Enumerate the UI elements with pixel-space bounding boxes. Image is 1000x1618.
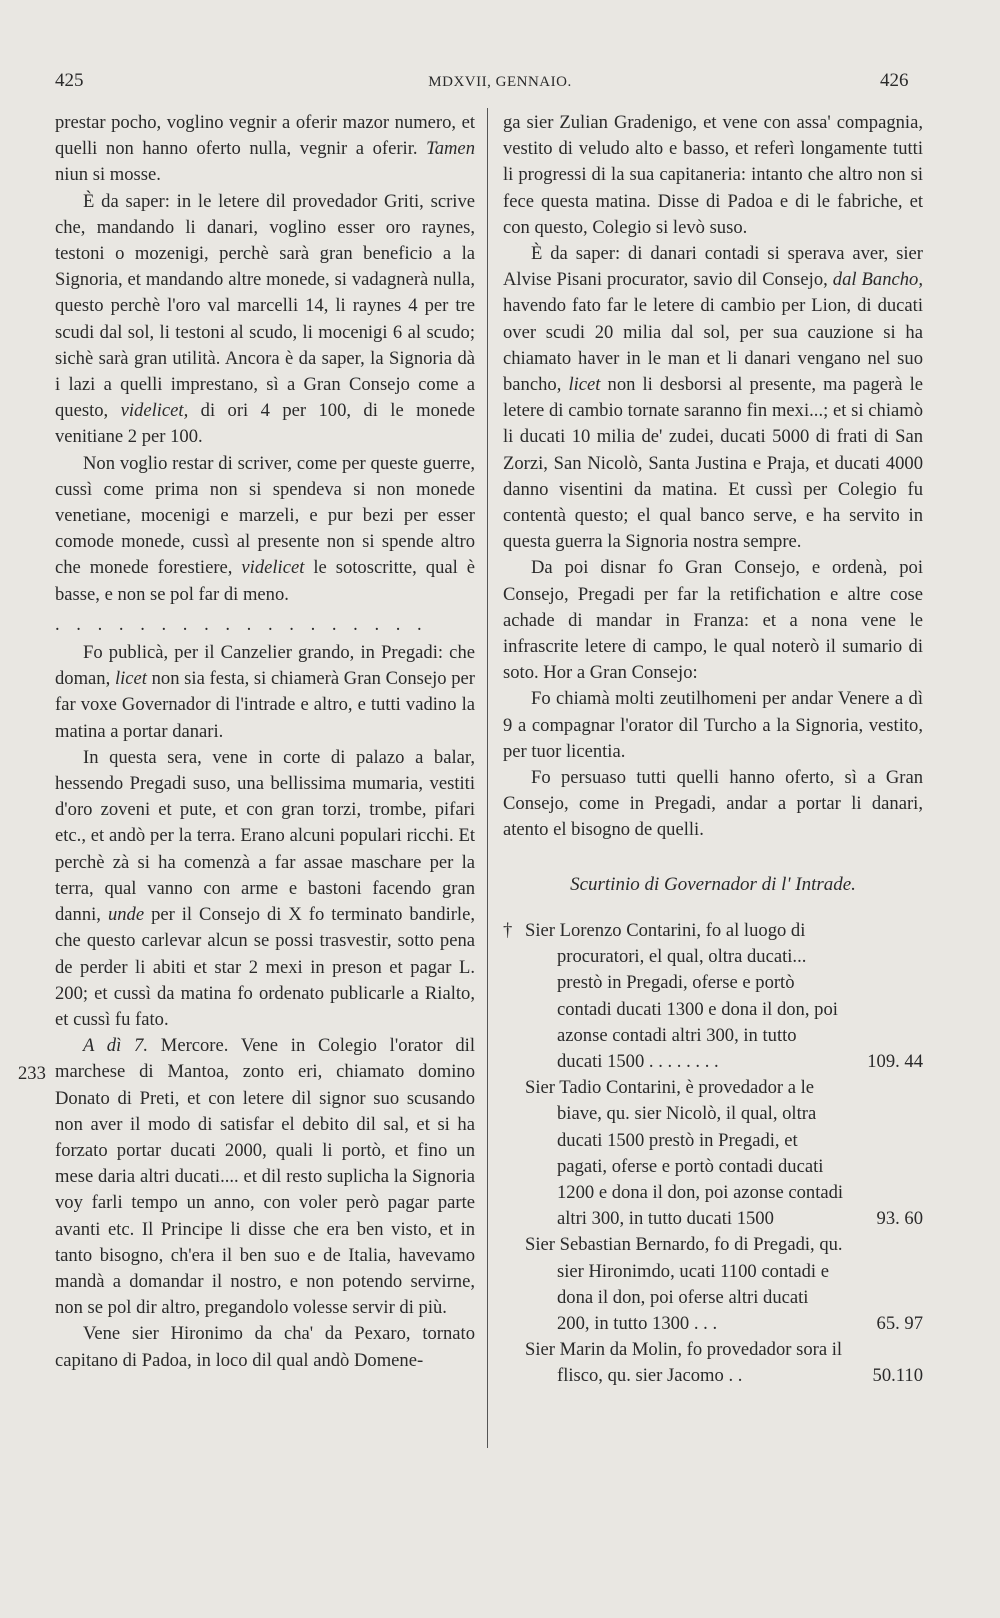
vote-count: 65. 97 [876, 1312, 923, 1334]
elected-cross: † [503, 919, 513, 941]
italic-text: licet [568, 374, 601, 396]
text: Non voglio restar di scriver, come per queste guerre, cussì come prima non si spendeva si non monede venetiane, mocenigi e marzeli, e pur bezi per esser comode monede, cussì al presente non si spende altro che monede forestiere, [55, 452, 475, 579]
paragraph: Fo persuaso tutti quelli hanno oferto, sì a Gran Consejo, come in Pregadi, andar a portar li danari, atento el bisogno de quelli. [503, 767, 923, 841]
paragraph [55, 451, 475, 608]
page-number-left: 425 [55, 70, 84, 91]
right-column [503, 110, 923, 1390]
paragraph [55, 1033, 475, 1321]
italic-text: unde [107, 904, 145, 926]
paragraph: Fo chiamà molti zeutilhomeni per andar Venere a dì 9 a compagnar l'orator dil Turcho a la Signoria, vestito, per tuor licentia. [503, 688, 923, 762]
text: Fo publicà, per il Canzelier grando, in Pregadi: che doman, [55, 642, 475, 690]
entry-text: Sier Marin da Molin, fo provedador sora il flisco, qu. sier Jacomo . . [525, 1339, 843, 1387]
vote-count: 50.110 [872, 1365, 923, 1387]
text: Mercore. Vene in Colegio l'orator dil marchese di Mantoa, zonto eri, chiamato domino Donato di Preti, et con letere dil signor suo scusando non aver il modo di satisfar el debito dil sal, et si ha forzato portar ducati 2000, quali li portò, et fino un mese daria altri ducati.... et dil resto suplicha la Signoria voy farli tempo un anno, con voler però pagar parte avanti etc. Il Principe li disse che era ben visto, et in tanto bisogno, ch'era il ben suo e de Italia, havevamo mandà a domandar il nostro, e non potendo servirne, non se pol dir altro, pregandolo volesse servir di più. [55, 1035, 476, 1319]
text: prestar pocho, voglino vegnir a oferir mazor numero, et quelli non hanno oferto nulla, vegnir a oferir. [55, 112, 475, 160]
paragraph [503, 241, 923, 555]
page-number-right: 426 [880, 70, 909, 91]
paragraph [55, 640, 475, 745]
text: È da saper: di danari contadi si sperava aver, sier Alvise Pisani procurator, savio dil Consejo, [503, 243, 923, 291]
left-column [55, 110, 475, 1374]
paragraph: ga sier Zulian Gradenigo, et vene con assa' compagnia, vestito di veludo alto e basso, et referì longamente tutti li progressi di la sua capitaneria: intanto che altro non si fece questa matina. Disse di Padoa e di le fabriche, et con questo, Colegio si levò suso. [503, 112, 923, 238]
ballot-entry [503, 918, 923, 1075]
text: niun si mosse. [55, 164, 161, 186]
text: In questa sera, vene in corte di palazo a balar, hessendo Pregadi suso, una bellissima mumaria, vestiti d'oro zoveni et pute, et con gran torzi, trombe, pifari etc., et andò per la terra. Erano alcuni populari ricchi. Et perchè zà si ha comenzà a far assae maschare per la terra, qual vanno con arme e bastoni facendo gran danni, [55, 746, 475, 926]
margin-number: 233 [18, 1063, 46, 1084]
text: le sotoscritte, qual è basse, e non se pol far di meno. [55, 557, 475, 605]
entry-text: Sier Tadio Contarini, è provedador a le biave, qu. sier Nicolò, il qual, oltra ducati 1500 prestò in Pregadi, et pagati, oferse e portò contadi ducati 1200 e dona il don, poi azonse contadi altri 300, in tutto ducati 1500 [525, 1077, 844, 1230]
paragraph [55, 1321, 475, 1373]
ballot-entry [503, 1337, 923, 1389]
ballot-entry [503, 1075, 923, 1232]
column-divider [487, 108, 488, 1448]
vote-count: 93. 60 [876, 1208, 923, 1230]
text: non sia festa, si chiamerà Gran Consejo per far voxe Governador di l'intrade e altro, e tutti vadino la matina a portar danari. [55, 668, 475, 742]
text: per il Consejo di X fo terminato bandirle, che questo carlevar alcun se possi trasvestir, sotto pena de perder li abiti et star 2 mexi in preson et pagar L. 200; et cussì da matina fo ordenato publicarle a Rialto, et cussì fu fato. [55, 904, 475, 1030]
paragraph [55, 745, 475, 1033]
italic-text: licet [114, 668, 147, 690]
text: Vene sier Hironimo da cha' da Pexaro, tornato capitano di Padoa, in loco dil qual andò Domene- [55, 1323, 475, 1371]
ellipsis-line: . . . . . . . . . . . . . . . . . . [55, 613, 428, 635]
running-title: MDXVII, GENNAIO. [428, 74, 572, 90]
italic-text: dal Bancho, [832, 269, 923, 291]
italic-text: A dì 7. [83, 1035, 148, 1057]
paragraph [55, 110, 475, 189]
italic-text: videlicet, [120, 400, 189, 422]
entry-text: Sier Lorenzo Contarini, fo al luogo di procuratori, el qual, oltra ducati... prestò in Pregadi, oferse e portò contadi ducati 1300 e dona il don, poi azonse contadi altri 300, in tutto ducati 1500 . . . . . . . . [525, 919, 838, 1072]
section-heading: Scurtinio di Governador di l' Intrade. [570, 873, 856, 895]
paragraph: Da poi disnar fo Gran Consejo, e ordenà, poi Consejo, Pregadi per far la retifichation e altre cose achade di mandar in Franza: et a nona vene le infrascrite letere di campo, le qual noterò il sumario di soto. Hor a Gran Consejo: [503, 557, 923, 684]
italic-text: videlicet [241, 557, 305, 579]
text: non li desborsi al presente, ma pagerà le letere di cambio tornate saranno fin mexi...; et si chiamò li ducati 10 milia de' zudei, ducati 5000 di frati di San Zorzi, San Nicolò, Santa Justina e Praja, et ducati 4000 danno visentini da matina. Et cussì per Colegio fu contentà questo; el qual banco serve, e ha servito in questa guerra la Signoria nostra sempre. [503, 374, 923, 553]
ballot-entry [503, 1232, 923, 1337]
text: di ori 4 per 100, di le monede venitiane 2 per 100. [55, 400, 475, 448]
entry-text: Sier Sebastian Bernardo, fo di Pregadi, qu. sier Hironimdo, ucati 1100 contadi e dona il don, poi oferse altri ducati 200, in tutto 1300 . . . [525, 1234, 843, 1334]
vote-count: 109. 44 [867, 1050, 923, 1072]
text: È da saper: in le letere dil provedador Griti, scrive che, mandando li danari, voglino esser oro raynes, testoni o mozenigi, perchè sarà gran beneficio a la Signoria, et mandando altre monede, si vadagnerà nulla, questo perchè l'oro val marcelli 14, li raynes 4 per tre scudi dal sol, li testoni al scudo, li mocenigi 6 al scudo; sichè sarà gran utilità. Ancora è da saper, la Signoria dà i lazi a quelli imprestano, sì a Gran Consejo come a questo, [55, 190, 475, 422]
italic-text: Tamen [426, 138, 475, 160]
text: havendo fato far le letere di cambio per Lion, di ducati over scudi 20 milia dal sol, per sua cauzione si ha chiamato haver in le man et li danari vengano nel suo bancho, [503, 295, 923, 396]
paragraph [55, 189, 475, 451]
